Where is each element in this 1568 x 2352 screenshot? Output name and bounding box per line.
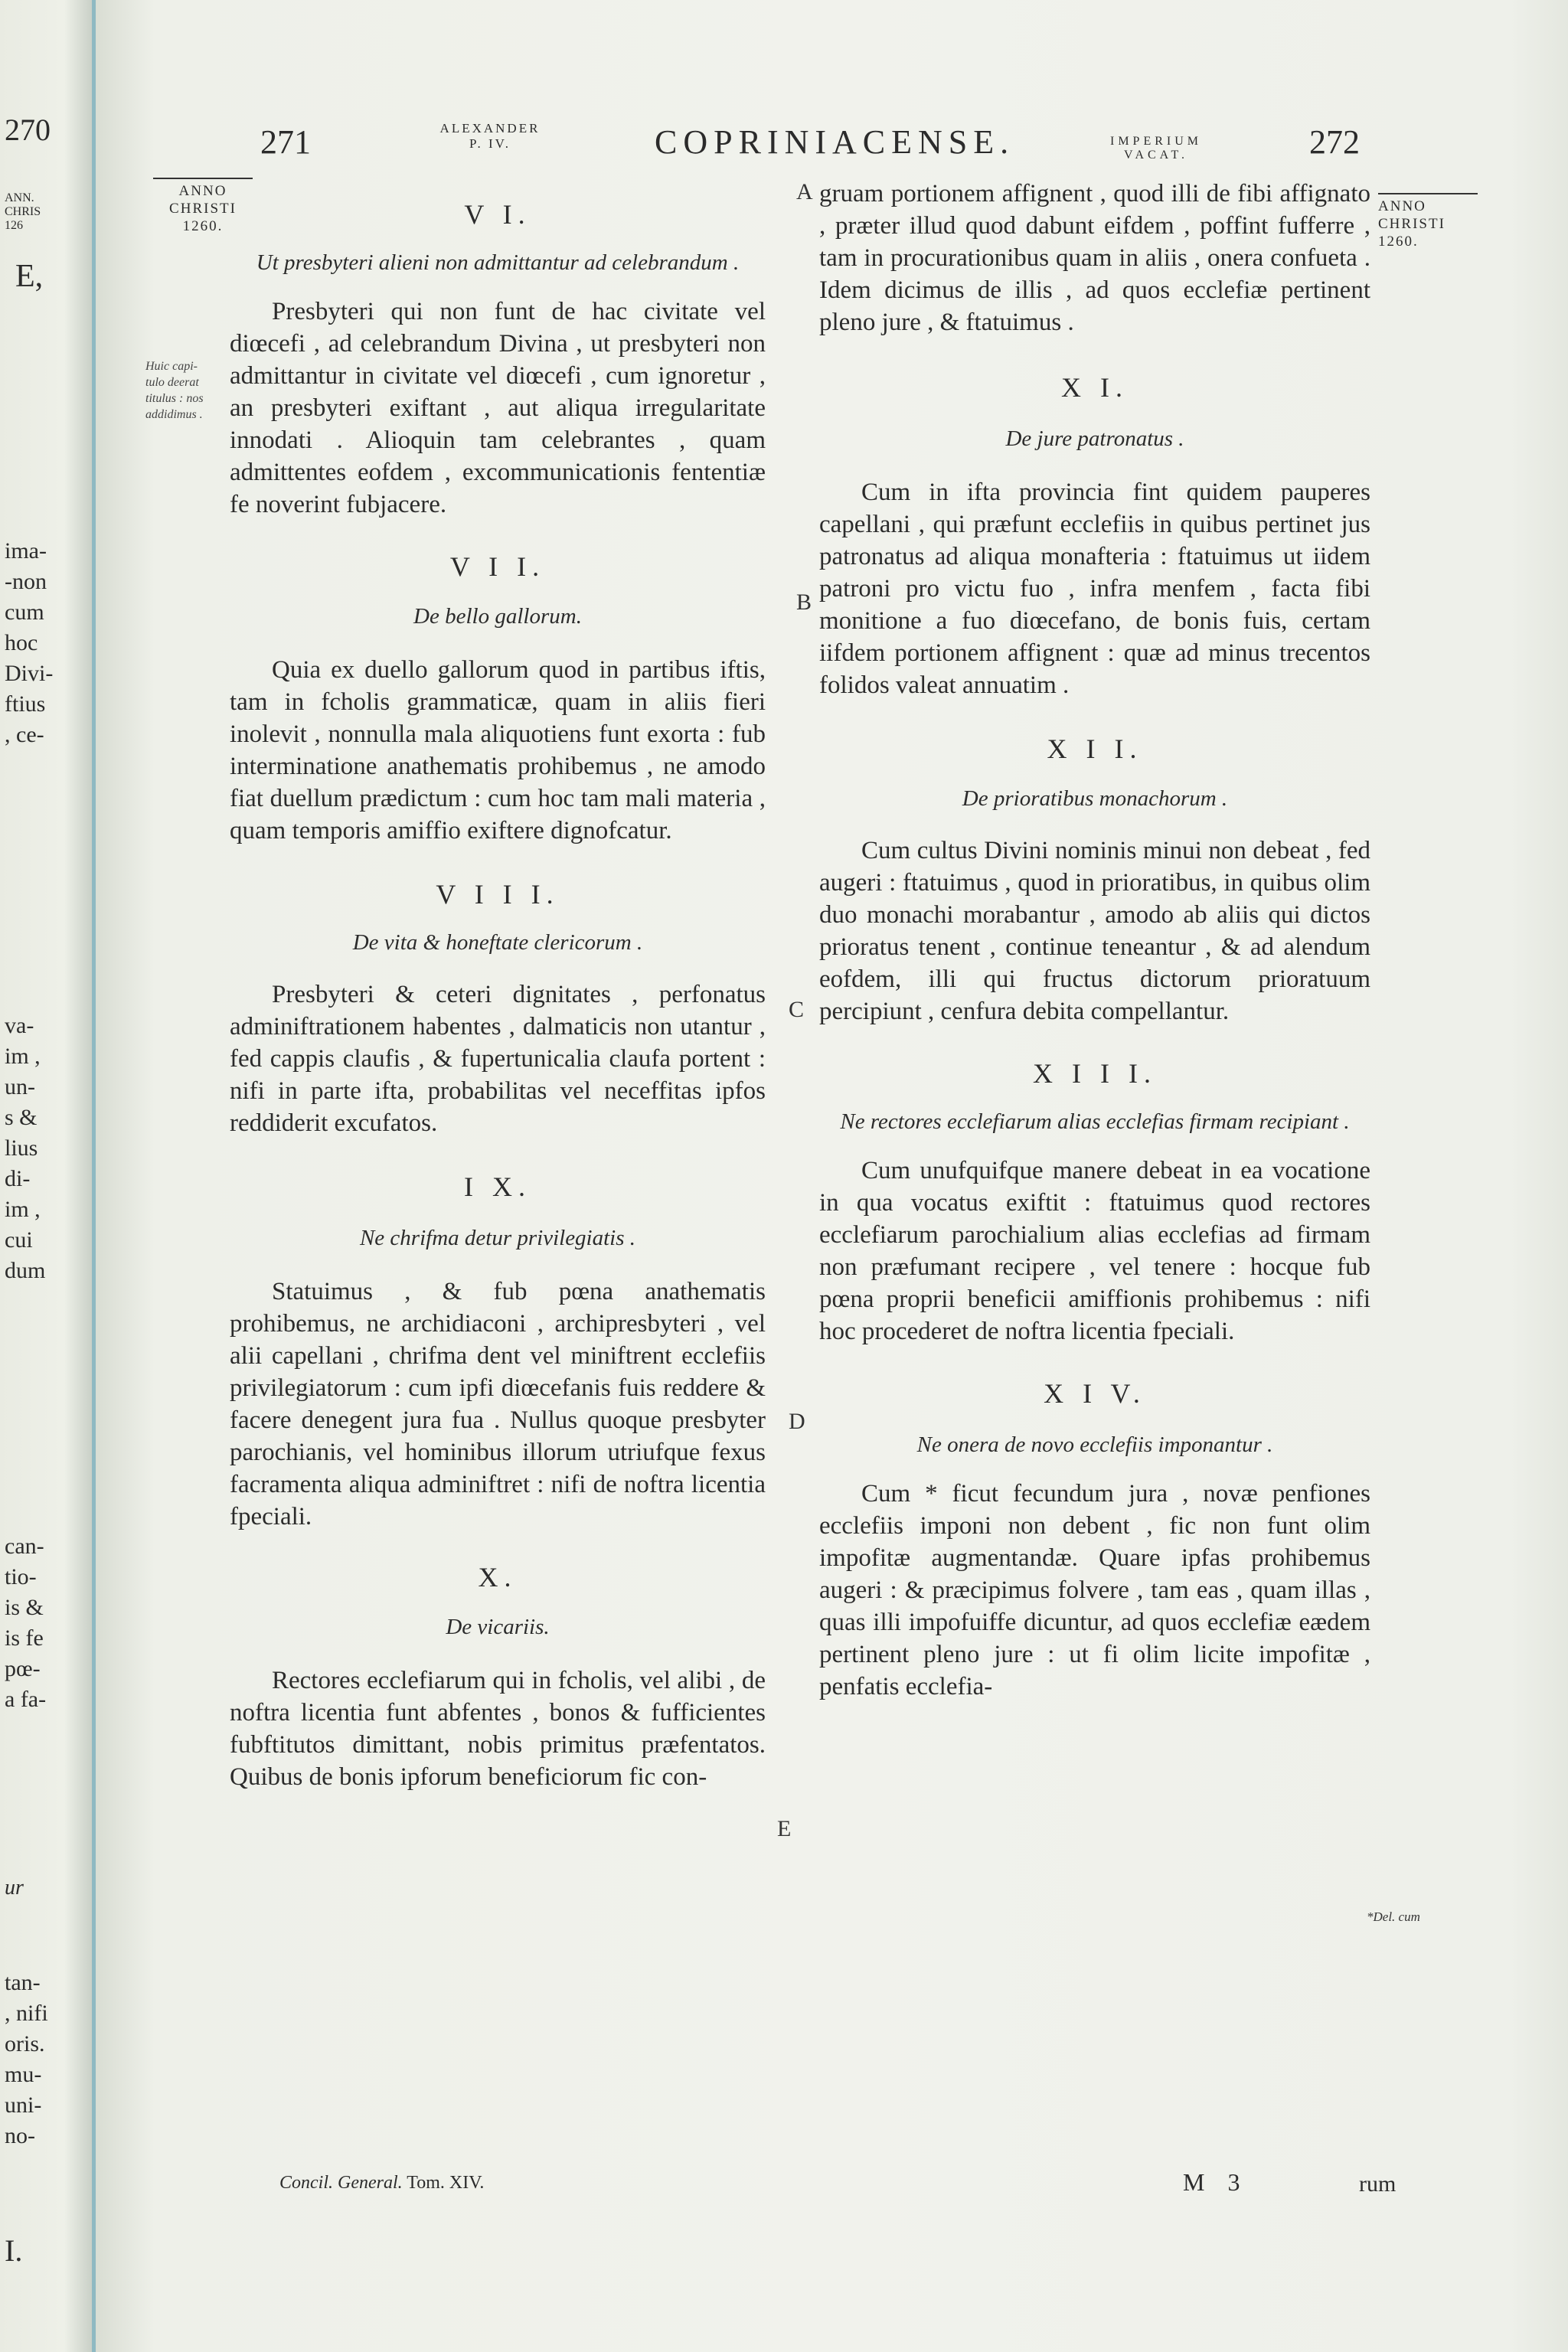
prev-line: , ce- <box>5 722 44 747</box>
section-continuation <box>819 178 1370 338</box>
prev-text-fragment-1 <box>5 536 53 750</box>
section-subtitle: Ne rectores ecclefiarum alias ecclefias firmam recipiant . <box>840 1109 1350 1134</box>
section-subtitle: Ne chrifma detur privilegiatis . <box>359 1226 636 1250</box>
header-imperium: IMPERIUM VACAT. <box>1109 135 1202 162</box>
prev-line: , nifi <box>5 2001 48 2026</box>
section-body: Cum * ficut fecundum jura , novæ penfiones ecclefiis imponi non debent , fic non funt olim impofitæ augmentandæ. Quare ipfas prohibemus augeri : & præcipimus folvere , tam eas , quam illas , quas illi impofuiffe dicuntur, ad quos ecclefiæ eædem pertinent pleno jure : ut fi olim licite impofitæ , penfatis ecclefia- <box>819 1480 1370 1700</box>
prev-line: a fa- <box>5 1687 47 1712</box>
prev-line: tan- <box>5 1970 41 1995</box>
section-title: X I. <box>1061 372 1129 403</box>
sidenote-right: *Del. cum <box>1367 1909 1420 1924</box>
prev-line: s & <box>5 1105 38 1130</box>
footer-signature: M 3 <box>1183 2168 1240 2196</box>
section-subtitle: Ne onera de novo ecclefiis imponantur . <box>916 1432 1273 1457</box>
prev-line: is & <box>5 1595 44 1620</box>
section-subtitle: De bello gallorum. <box>413 604 582 629</box>
prev-line: dum <box>5 1258 46 1283</box>
section-vi <box>230 198 766 521</box>
prev-text-fragment-4 <box>5 1968 48 2151</box>
prev-line: Divi- <box>5 661 54 686</box>
prev-line: lius <box>5 1135 38 1161</box>
prev-text-fragment-3 <box>5 1531 46 1715</box>
section-title: X I I. <box>1047 733 1143 764</box>
page-number-left: 271 <box>260 123 311 161</box>
prev-line: im , <box>5 1044 41 1069</box>
section-vii <box>230 550 766 847</box>
section-xii <box>819 732 1370 1027</box>
section-xiii <box>819 1057 1370 1348</box>
prev-line: ftius <box>5 691 46 717</box>
prev-line: cum <box>5 599 44 625</box>
running-title: COPRINIACENSE. <box>655 123 1015 161</box>
prev-line: ima- <box>5 538 47 564</box>
section-body: Statuimus , & fub pœna anathematis prohibemus, ne archidiaconi , archipresbyteri , vel alii capellani , chrifma dent vel miniftrent ecclefiis privilegiatorum : cum ipfi diœcefanis fuis reddere & facere denegent jura fua . Nullus quoque presbyter parochianis, vel hominibus illorum utriufque fexus facramenta aliqua adminiftret : nifi de noftra licentia fpeciali. <box>230 1278 766 1530</box>
section-subtitle: De vita & honeftate clericorum . <box>352 930 643 955</box>
margin-letter-e: E <box>777 1816 792 1841</box>
anno-christi-left: ANNO CHRISTI 1260. <box>153 178 253 235</box>
section-x <box>230 1560 766 1793</box>
footer-series: Concil. General. <box>279 2173 403 2193</box>
section-body: Presbyteri qui non funt de hac civitate vel diœcefi , ad celebrandum Divina , ut presbyteri non admittantur in civitate vel diœcefi , cum ignoretur , an presbyteri exiftant , aut aliqua irregularitate innodati . Alioquin tam celebrantes , quam admittentes eofdem , excommunicationis fententiæ fe noverint fubjacere. <box>230 298 766 518</box>
section-subtitle: Ut presbyteri alieni non admittantur ad celebrandum . <box>256 250 740 275</box>
previous-page-edge <box>0 0 92 2352</box>
prev-line: hoc <box>5 630 38 655</box>
prev-line: mu- <box>5 2062 42 2087</box>
section-body: gruam portionem affignent , quod illi de fibi affignato , præter illud quod dabunt eifdem , poffint fufferre , tam in procurationibus quam in aliis , onera confueta . Idem dicimus de illis , ad quos ecclefiæ pertinent pleno jure , & ftatuimus . <box>819 180 1370 336</box>
footer-volume <box>279 2173 484 2194</box>
book-page <box>96 0 1568 2352</box>
section-title: X I I I. <box>1033 1058 1157 1089</box>
left-column <box>230 198 766 1793</box>
prev-text-ur: ur <box>5 1876 24 1900</box>
prev-letter-e: E, <box>15 259 44 294</box>
prev-line: cui <box>5 1227 33 1253</box>
section-title: X I V. <box>1044 1378 1146 1409</box>
margin-letter-b: B <box>796 590 812 615</box>
prev-page-number: 270 <box>5 113 51 147</box>
prev-line: pœ- <box>5 1656 41 1681</box>
prev-anno-label: ANN. CHRIS 126 <box>5 191 41 232</box>
footer-tome: Tom. XIV. <box>407 2173 485 2193</box>
section-viii <box>230 877 766 1139</box>
section-body: Quia ex duello gallorum quod in partibus iftis, tam in fcholis grammaticæ, quam in aliis fieri inolevit , nonnulla mala aliquotiens funt exorta : fub interminatione anathematis prohibemus , ne amodo fiat duellum prædictum : cum hoc tam mali materia , quam temporis amiffio exiftere dignofcatur. <box>230 656 766 844</box>
prev-line: can- <box>5 1534 44 1559</box>
section-body: Cum unufquifque manere debeat in ea vocatione in qua vocatus exiftit : ftatuimus quod rectores ecclefiarum parochialium alias ecclefias ad firmam non præfumant recipere , vel tenere : hocque fub pœna proprii beneficii amiffionis prohibemus : nifi hoc procederet de noftra licentia fpeciali. <box>819 1157 1370 1345</box>
prev-letter-i: I. <box>5 2233 23 2268</box>
prev-line: -non <box>5 569 47 594</box>
section-body: Cum cultus Divini nominis minui non debeat , fed augeri : ftatuimus , quod in prioratibus, in quibus olim duo monachi morabantur , amodo ab aliis qui dictos prioratus tenent , continue teneantur , & ad alendum eofdem, illi qui fructus dictorum prioratuum percipiunt , cenfura debita compellantur. <box>819 837 1370 1025</box>
section-body: Presbyteri & ceteri dignitates , perfonatus adminiftrationem habentes , dalmaticis non utantur , fed cappis claufis , & fupertunicalia claufa portent : nifi in parte ifta, probabilitas vel neceffitas ipfos reddiderit excufatos. <box>230 981 766 1137</box>
prev-text-fragment-2 <box>5 1011 45 1286</box>
prev-line: tio- <box>5 1564 37 1589</box>
footer-catchword: rum <box>1359 2171 1396 2197</box>
anno-christi-right: ANNO CHRISTI 1260. <box>1378 193 1478 250</box>
margin-letter-d: D <box>789 1409 805 1434</box>
page-number-right: 272 <box>1309 123 1360 161</box>
prev-line: uni- <box>5 2092 42 2118</box>
section-title: V I. <box>464 199 531 230</box>
section-title: I X. <box>464 1171 531 1202</box>
prev-line: is fe <box>5 1625 44 1651</box>
prev-line: un- <box>5 1074 35 1099</box>
prev-line: oris. <box>5 2031 45 2056</box>
sidenote-left: Huic capi- tulo deerat titulus : nos addidimus . <box>145 360 204 421</box>
margin-letter-a: A <box>796 179 813 204</box>
section-title: V I I. <box>449 551 546 582</box>
section-ix <box>230 1170 766 1533</box>
right-column <box>819 178 1370 1703</box>
section-subtitle: De prioratibus monachorum . <box>962 786 1228 811</box>
section-subtitle: De vicariis. <box>446 1615 550 1639</box>
prev-line: no- <box>5 2123 35 2148</box>
prev-line: im , <box>5 1197 41 1222</box>
header-pope: ALEXANDER P. IV. <box>439 121 541 151</box>
prev-line: di- <box>5 1166 31 1191</box>
section-body: Rectores ecclefiarum qui in fcholis, vel alibi , de noftra licentia funt abfentes , bonos & fufficientes fubftitutos dimittant, nobis primitus præfentatos. Quibus de bonis ipforum beneficiorum fic con- <box>230 1667 766 1791</box>
prev-line: va- <box>5 1013 34 1038</box>
section-xiv <box>819 1377 1370 1703</box>
section-title: X. <box>478 1562 518 1592</box>
section-body: Cum in ifta provincia fint quidem pauperes capellani , qui præfunt ecclefiis in quibus pertinet jus patronatus ad aliqua monafteria : ftatuimus ut iidem patroni pro victu fuo , infra menfem , facta fibi monitione a fuo diœcefano, de bonis fuis, certam iifdem portionem affignent : quæ ad minus trecentos folidos valeat annuatim . <box>819 479 1370 699</box>
margin-letter-c: C <box>789 997 805 1022</box>
section-title: V I I I. <box>436 879 560 910</box>
section-subtitle: De jure patronatus . <box>1005 426 1184 451</box>
section-xi <box>819 371 1370 701</box>
